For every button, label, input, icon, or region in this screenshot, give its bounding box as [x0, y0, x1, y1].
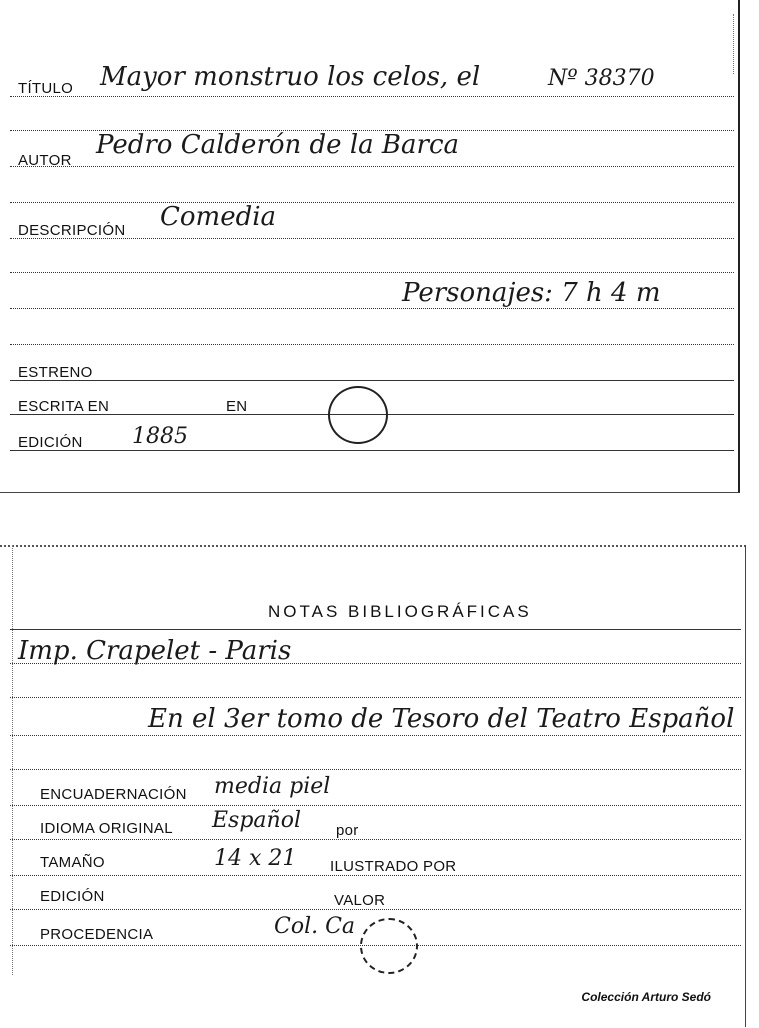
- estreno-label: ESTRENO: [18, 364, 93, 381]
- catalog-card-front: [0, 0, 740, 493]
- line-idioma: [10, 839, 741, 840]
- line-edicion: [10, 450, 734, 451]
- edicion2-label: EDICIÓN: [40, 888, 105, 905]
- card-number: Nº 38370: [548, 66, 655, 91]
- en-label: EN: [226, 398, 248, 415]
- line-4: [10, 202, 734, 203]
- line-estreno: [10, 380, 734, 381]
- line-8: [10, 344, 734, 345]
- line-edicion2: [10, 909, 741, 910]
- notas-heading: NOTAS BIBLIOGRÁFICAS: [268, 602, 532, 621]
- edicion-value: 1885: [132, 424, 188, 449]
- idioma-value: Español: [212, 808, 301, 833]
- ilustrado-label: ILUSTRADO POR: [330, 858, 457, 875]
- stamp-circle-icon: [360, 918, 418, 974]
- autor-value: Pedro Calderón de la Barca: [96, 130, 460, 160]
- encuadernacion-label: ENCUADERNACIÓN: [40, 786, 187, 803]
- line-7: [10, 308, 734, 309]
- note-line-1: Imp. Crapelet - Paris: [18, 636, 292, 666]
- card-edge-mark: [733, 14, 756, 74]
- tamano-value: 14 x 21: [214, 846, 297, 871]
- card-edge-mark-left: [0, 545, 13, 975]
- stamp-circle-icon: [328, 386, 388, 444]
- personajes-note: Personajes: 7 h 4 m: [402, 278, 661, 308]
- autor-label: AUTOR: [18, 152, 72, 169]
- idioma-label: IDIOMA ORIGINAL: [40, 820, 173, 837]
- line-autor: [10, 166, 734, 167]
- procedencia-label: PROCEDENCIA: [40, 926, 154, 943]
- line-notes-1: [10, 629, 741, 630]
- line-notes-4: [10, 735, 741, 736]
- line-encuadernacion: [10, 805, 741, 806]
- procedencia-value: Col. Ca: [274, 914, 356, 939]
- line-6: [10, 272, 734, 273]
- titulo-value: Mayor monstruo los celos, el: [100, 62, 481, 92]
- line-titulo: [10, 96, 734, 97]
- tamano-label: TAMAÑO: [40, 854, 105, 871]
- escrita-label: ESCRITA EN: [18, 398, 110, 415]
- line-notes-3: [10, 697, 741, 698]
- collection-footer: Colección Arturo Sedó: [581, 990, 711, 1004]
- valor-label: VALOR: [334, 892, 386, 909]
- line-tamano: [10, 875, 741, 876]
- por-label: por: [336, 822, 359, 839]
- encuadernacion-value: media piel: [214, 774, 331, 799]
- edicion-label: EDICIÓN: [18, 434, 83, 451]
- titulo-label: TÍTULO: [18, 80, 74, 97]
- descripcion-value: Comedia: [160, 202, 277, 232]
- descripcion-label: DESCRIPCIÓN: [18, 222, 126, 239]
- note-line-2: En el 3er tomo de Tesoro del Teatro Español: [148, 704, 735, 734]
- line-notes-5: [10, 769, 741, 770]
